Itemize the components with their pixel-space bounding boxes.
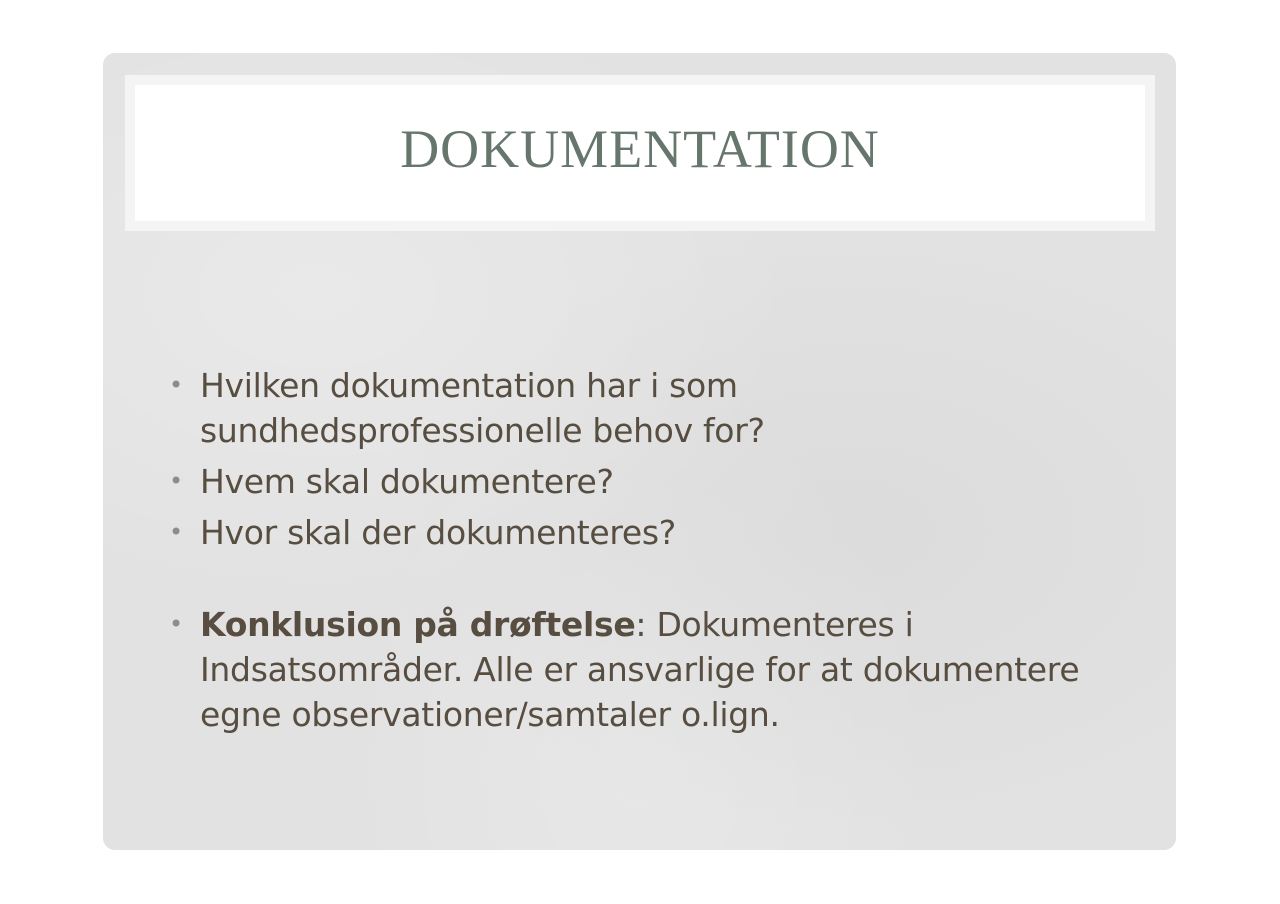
bullet-item [169, 459, 1129, 504]
slide-content [169, 363, 1129, 743]
conclusion-text: Dokumenteres i Indsatsområder. Alle er ansvarlige for at dokumentere egne observationer/samtaler o.lign. [200, 605, 1080, 734]
bullet-text: Hvor skal der dokumenteres? [200, 513, 677, 552]
bullet-list [169, 363, 1129, 737]
title-band [125, 75, 1155, 231]
conclusion-bullet [169, 602, 1129, 737]
slide-title: DOKUMENTATION [400, 119, 880, 179]
bullet-dot-icon: • [169, 610, 183, 638]
bullet-text: Hvem skal dokumentere? [200, 462, 614, 501]
conclusion-label: Konklusion på drøftelse [200, 605, 636, 644]
bullet-dot-icon: • [169, 518, 183, 546]
bullet-dot-icon: • [169, 467, 183, 495]
bullet-text: Hvilken dokumentation har i som sundhedsprofessionelle behov for? [200, 366, 765, 450]
bullet-dot-icon: • [169, 371, 183, 399]
bullet-item [169, 363, 1129, 453]
conclusion-separator: : [635, 605, 647, 644]
bullet-item [169, 510, 1129, 555]
title-panel [135, 85, 1145, 221]
slide [103, 53, 1176, 850]
